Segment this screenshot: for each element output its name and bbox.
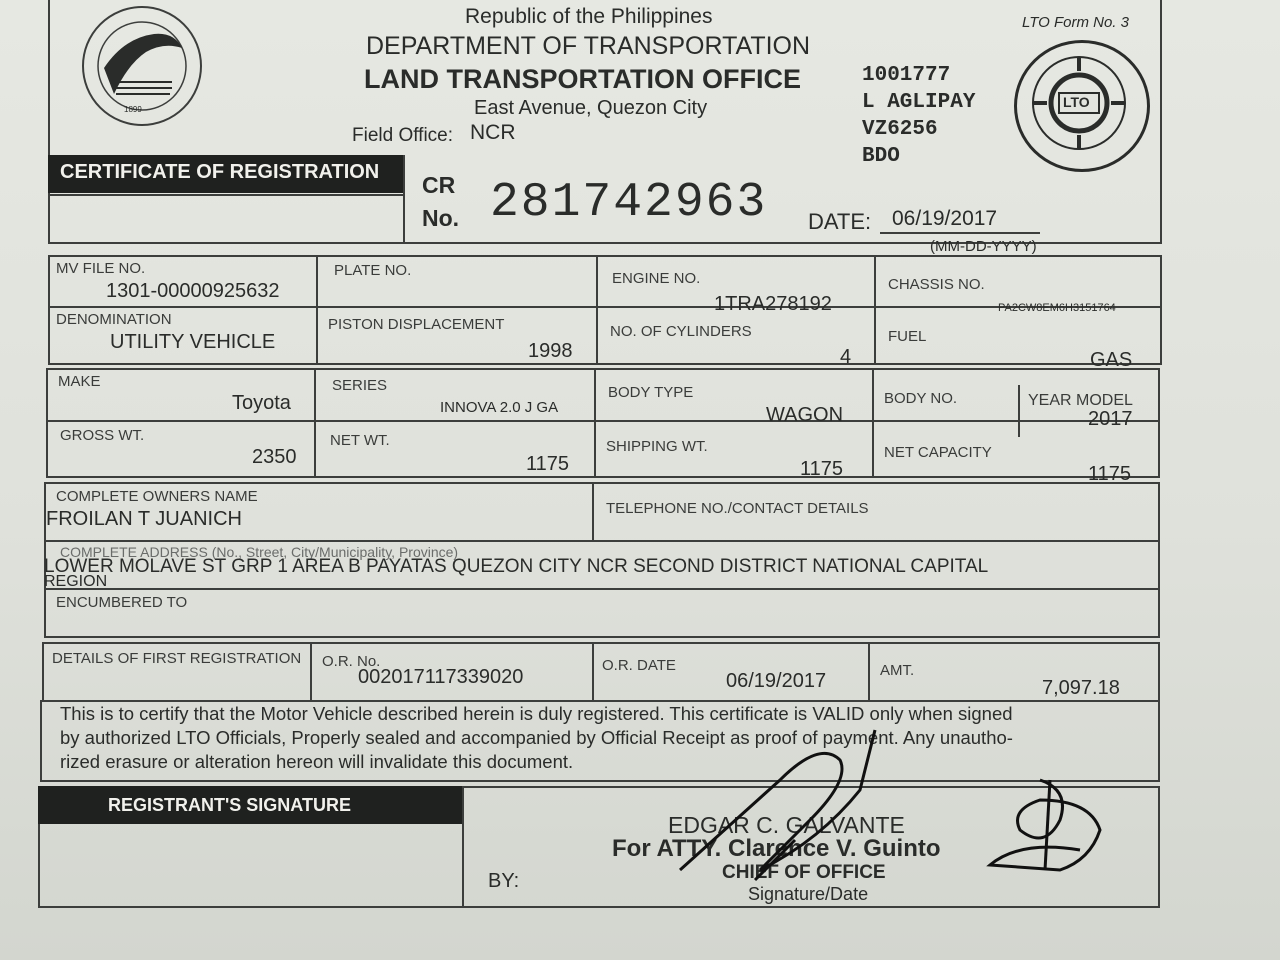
title-rule <box>48 194 404 196</box>
cr-no-label: No. <box>422 205 460 231</box>
col-divider-7 <box>1018 385 1020 437</box>
department-heading: DEPARTMENT OF TRANSPORTATION <box>366 32 811 60</box>
engine-value: 1TRA278192 <box>714 293 832 315</box>
gross-wt-label: GROSS WT. <box>60 427 145 444</box>
mv-file-value: 1301-00000925632 <box>106 280 280 302</box>
certification-line-2: by authorized LTO Officials, Properly sealed and accompanied by Official Receipt as proof of payment. Any unautho- <box>60 727 1013 748</box>
net-capacity-value: 1175 <box>1088 463 1132 485</box>
net-wt-label: NET WT. <box>330 432 390 449</box>
officer-name: EDGAR C. GALVANTE <box>668 812 905 838</box>
engine-label: ENGINE NO. <box>612 270 701 287</box>
officer-position: CHIEF OF OFFICE <box>722 862 886 883</box>
lto-seal-text: LTO <box>1063 94 1090 110</box>
first-registration-label: DETAILS OF FIRST REGISTRATION <box>52 650 302 667</box>
plate-label: PLATE NO. <box>334 262 412 279</box>
owner-row-rule-1 <box>44 540 1158 542</box>
denomination-label: DENOMINATION <box>56 311 172 328</box>
date-value: 06/19/2017 <box>892 207 998 230</box>
encumbered-label: ENCUMBERED TO <box>56 594 188 611</box>
col-divider-1 <box>316 255 318 363</box>
address-label: COMPLETE ADDRESS (No., Street, City/Municipality, Province) <box>60 544 459 560</box>
col-divider-3 <box>874 255 876 363</box>
stamp-line-1: 1001777 <box>862 64 951 87</box>
cylinders-label: NO. OF CYLINDERS <box>610 323 752 340</box>
or-date-label: O.R. DATE <box>602 657 676 674</box>
stamp-line-3: VZ6256 <box>862 118 938 141</box>
certification-line-3: rized erasure or alteration hereon will invalidate this document. <box>60 751 574 772</box>
handwritten-signature-primary <box>660 720 920 890</box>
date-underline <box>880 232 1040 234</box>
stamp-line-2: L AGLIPAY <box>862 91 976 114</box>
owner-name-label: COMPLETE OWNERS NAME <box>56 488 258 505</box>
col-divider-6 <box>872 368 874 476</box>
by-label: BY: <box>488 870 520 892</box>
make-value: Toyota <box>232 392 291 414</box>
first-reg-divider-3 <box>868 642 870 700</box>
amount-value: 7,097.18 <box>1042 677 1120 699</box>
shipping-wt-value: 1175 <box>800 458 844 480</box>
signature-divider <box>462 786 464 906</box>
or-no-value: 002017117339020 <box>358 666 524 688</box>
cylinders-value: 4 <box>840 346 852 368</box>
stamp-line-4: BDO <box>862 145 900 168</box>
row-divider-2 <box>46 420 1158 422</box>
certification-line-1: This is to certify that the Motor Vehicle described herein is duly registered. This certificate is VALID only when signed <box>60 703 1013 724</box>
mv-file-label: MV FILE NO. <box>56 260 146 277</box>
owner-row-rule-2 <box>44 588 1158 590</box>
piston-value: 1998 <box>528 340 573 362</box>
certificate-title: CERTIFICATE OF REGISTRATION <box>48 155 403 193</box>
svg-text:1899: 1899 <box>124 105 142 114</box>
office-heading: LAND TRANSPORTATION OFFICE <box>364 64 801 94</box>
signature-date-label: Signature/Date <box>748 884 869 904</box>
first-reg-divider-1 <box>310 642 312 700</box>
year-model-label: YEAR MODEL <box>1028 392 1133 409</box>
or-date-value: 06/19/2017 <box>726 670 827 692</box>
chassis-value: PA2CW8EM6H3151764 <box>998 302 1116 314</box>
net-wt-value: 1175 <box>526 453 570 475</box>
body-type-value: WAGON <box>766 404 844 426</box>
first-reg-divider-2 <box>592 642 594 700</box>
fuel-label: FUEL <box>888 328 927 345</box>
telephone-label: TELEPHONE NO./CONTACT DETAILS <box>606 500 869 517</box>
lto-seal <box>1014 40 1150 172</box>
date-format: (MM-DD-YYYY) <box>930 238 1037 255</box>
net-capacity-label: NET CAPACITY <box>884 444 992 461</box>
registrant-signature-title: REGISTRANT'S SIGNATURE <box>38 786 462 824</box>
fuel-value: GAS <box>1090 349 1133 371</box>
owner-divider <box>592 482 594 540</box>
or-no-label: O.R. No. <box>322 653 381 670</box>
office-address: East Avenue, Quezon City <box>474 97 708 119</box>
piston-label: PISTON DISPLACEMENT <box>328 316 505 333</box>
title-divider <box>403 155 405 243</box>
chassis-label: CHASSIS NO. <box>888 276 985 293</box>
handwritten-signature-secondary <box>960 770 1120 880</box>
col-divider-4 <box>314 368 316 476</box>
gross-wt-value: 2350 <box>252 446 297 468</box>
form-number: LTO Form No. 3 <box>1022 14 1129 31</box>
amount-label: AMT. <box>880 662 915 679</box>
address-line-2: REGION <box>44 573 108 590</box>
republic-heading: Republic of the Philippines <box>465 5 713 28</box>
dotr-seal <box>82 6 202 126</box>
address-line-1: LOWER MOLAVE ST GRP 1 AREA B PAYATAS QUEZON CITY NCR SECOND DISTRICT NATIONAL CAPITAL <box>44 556 989 577</box>
make-label: MAKE <box>58 373 101 390</box>
cr-number: 281742963 <box>490 176 768 230</box>
row-divider-1 <box>48 306 1160 308</box>
series-label: SERIES <box>332 377 388 394</box>
series-value: INNOVA 2.0 J GA <box>440 399 559 416</box>
year-model-value: 2017 <box>1088 408 1133 430</box>
col-divider-2 <box>596 255 598 363</box>
owner-name-value: FROILAN T JUANICH <box>46 508 242 530</box>
cr-label: CR <box>422 172 456 198</box>
field-office-value: NCR <box>470 121 516 144</box>
field-office-label: Field Office: <box>352 125 454 146</box>
vehicle-section-2 <box>46 368 1160 478</box>
denomination-value: UTILITY VEHICLE <box>110 331 276 353</box>
date-label: DATE: <box>808 209 872 234</box>
for-line: For ATTY. Clarence V. Guinto <box>612 835 941 862</box>
shipping-wt-label: SHIPPING WT. <box>606 438 708 455</box>
body-no-label: BODY NO. <box>884 390 958 407</box>
body-type-label: BODY TYPE <box>608 384 694 401</box>
col-divider-5 <box>594 368 596 476</box>
